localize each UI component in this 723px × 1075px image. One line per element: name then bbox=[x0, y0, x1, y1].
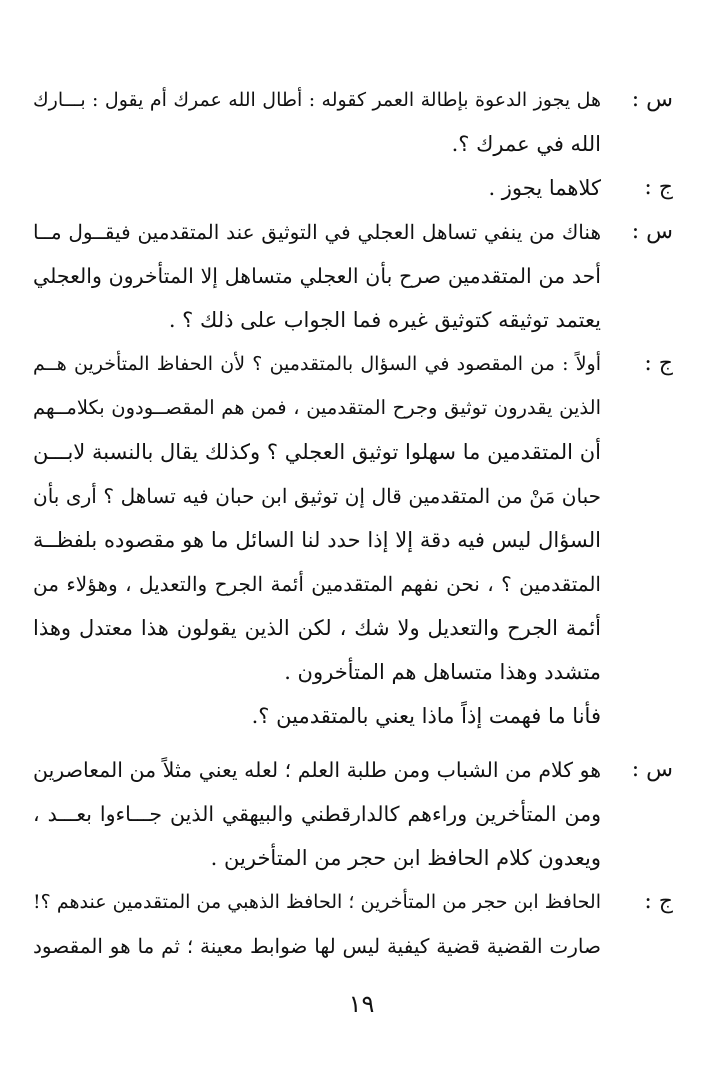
text-line: متشدد وهذا متساهل هم المتأخرون . bbox=[284, 660, 601, 684]
text-line: الحافظ ابن حجر من المتأخرين ؛ الحافظ الذهبي من المتقدمين عندهم ؟! bbox=[33, 891, 601, 913]
text-line: هل يجوز الدعوة بإطالة العمر كقوله : أطال الله عمرك أم يقول : بـــارك bbox=[33, 89, 601, 111]
page-number: ١٩ bbox=[348, 990, 375, 1018]
text-line: أئمة الجرح والتعديل ولا شك ، لكن الذين يقولون هذا معتدل وهذا bbox=[33, 616, 601, 640]
text-line: ومن المتأخرين وراءهم كالدارقطني والبيهقي الذين جـــاءوا بعـــد ، bbox=[33, 802, 601, 826]
question-text bbox=[33, 78, 601, 166]
answer-text bbox=[33, 694, 601, 738]
question-label: س : bbox=[631, 757, 673, 782]
text-line: حبان مَنْ من المتقدمين قال إن توثيق ابن حبان فيه تساهل ؟ أرى بأن bbox=[33, 484, 601, 508]
text-line: ويعدون كلام الحافظ ابن حجر من المتأخرين . bbox=[210, 846, 601, 870]
text-line: المتقدمين ؟ ، نحن نفهم المتقدمين أئمة الجرح والتعديل ، وهؤلاء من bbox=[33, 572, 601, 596]
answer-text bbox=[33, 880, 601, 968]
answer-text bbox=[33, 342, 601, 694]
text-line: أحد من المتقدمين صرح بأن العجلي متساهل إلا المتأخرون والعجلي bbox=[33, 264, 601, 288]
text-line: يعتمد توثيقه كتوثيق غيره فما الجواب على ذلك ؟ . bbox=[168, 308, 601, 332]
answer-label: ج : bbox=[644, 889, 673, 914]
qa-answer-1 bbox=[33, 166, 673, 210]
text-line: الله في عمرك ؟. bbox=[451, 132, 601, 156]
text-line: الذين يقدرون توثيق وجرح المتقدمين ، فمن هم المقصــودون بكلامــهم bbox=[33, 396, 601, 419]
answer-text bbox=[33, 166, 601, 210]
text-line: صارت القضية قضية كيفية ليس لها ضوابط معينة ؛ ثم ما هو المقصود bbox=[33, 934, 601, 958]
text-line: هو كلام من الشباب ومن طلبة العلم ؛ لعله يعني مثلاً من المعاصرين bbox=[33, 758, 601, 782]
qa-question-2 bbox=[33, 210, 673, 342]
question-label: س : bbox=[631, 87, 673, 112]
answer-label: ج : bbox=[644, 175, 673, 200]
text-line: كلاهما يجوز . bbox=[488, 176, 601, 200]
question-text bbox=[33, 210, 601, 342]
text-line: السؤال ليس فيه دقة إلا إذا حدد لنا السائل ما هو مقصوده بلفظــة bbox=[33, 528, 601, 552]
qa-answer-2 bbox=[33, 342, 673, 694]
qa-answer-3 bbox=[33, 880, 673, 968]
qa-question-1 bbox=[33, 78, 673, 166]
text-line: أن المتقدمين ما سهلوا توثيق العجلي ؟ وكذلك يقال بالنسبة لابـــن bbox=[33, 440, 601, 464]
answer-label: ج : bbox=[644, 351, 673, 376]
text-line: أولاً : من المقصود في السؤال بالمتقدمين ؟ لأن الحفاظ المتأخرين هــم bbox=[33, 353, 601, 375]
qa-question-3 bbox=[33, 748, 673, 880]
text-line: فأنا ما فهمت إذاً ماذا يعني بالمتقدمين ؟. bbox=[251, 704, 601, 728]
answer-continuation bbox=[33, 694, 673, 738]
question-text bbox=[33, 748, 601, 880]
question-label: س : bbox=[631, 219, 673, 244]
text-line: هناك من ينفي تساهل العجلي في التوثيق عند المتقدمين فيقــول مــا bbox=[33, 220, 601, 244]
